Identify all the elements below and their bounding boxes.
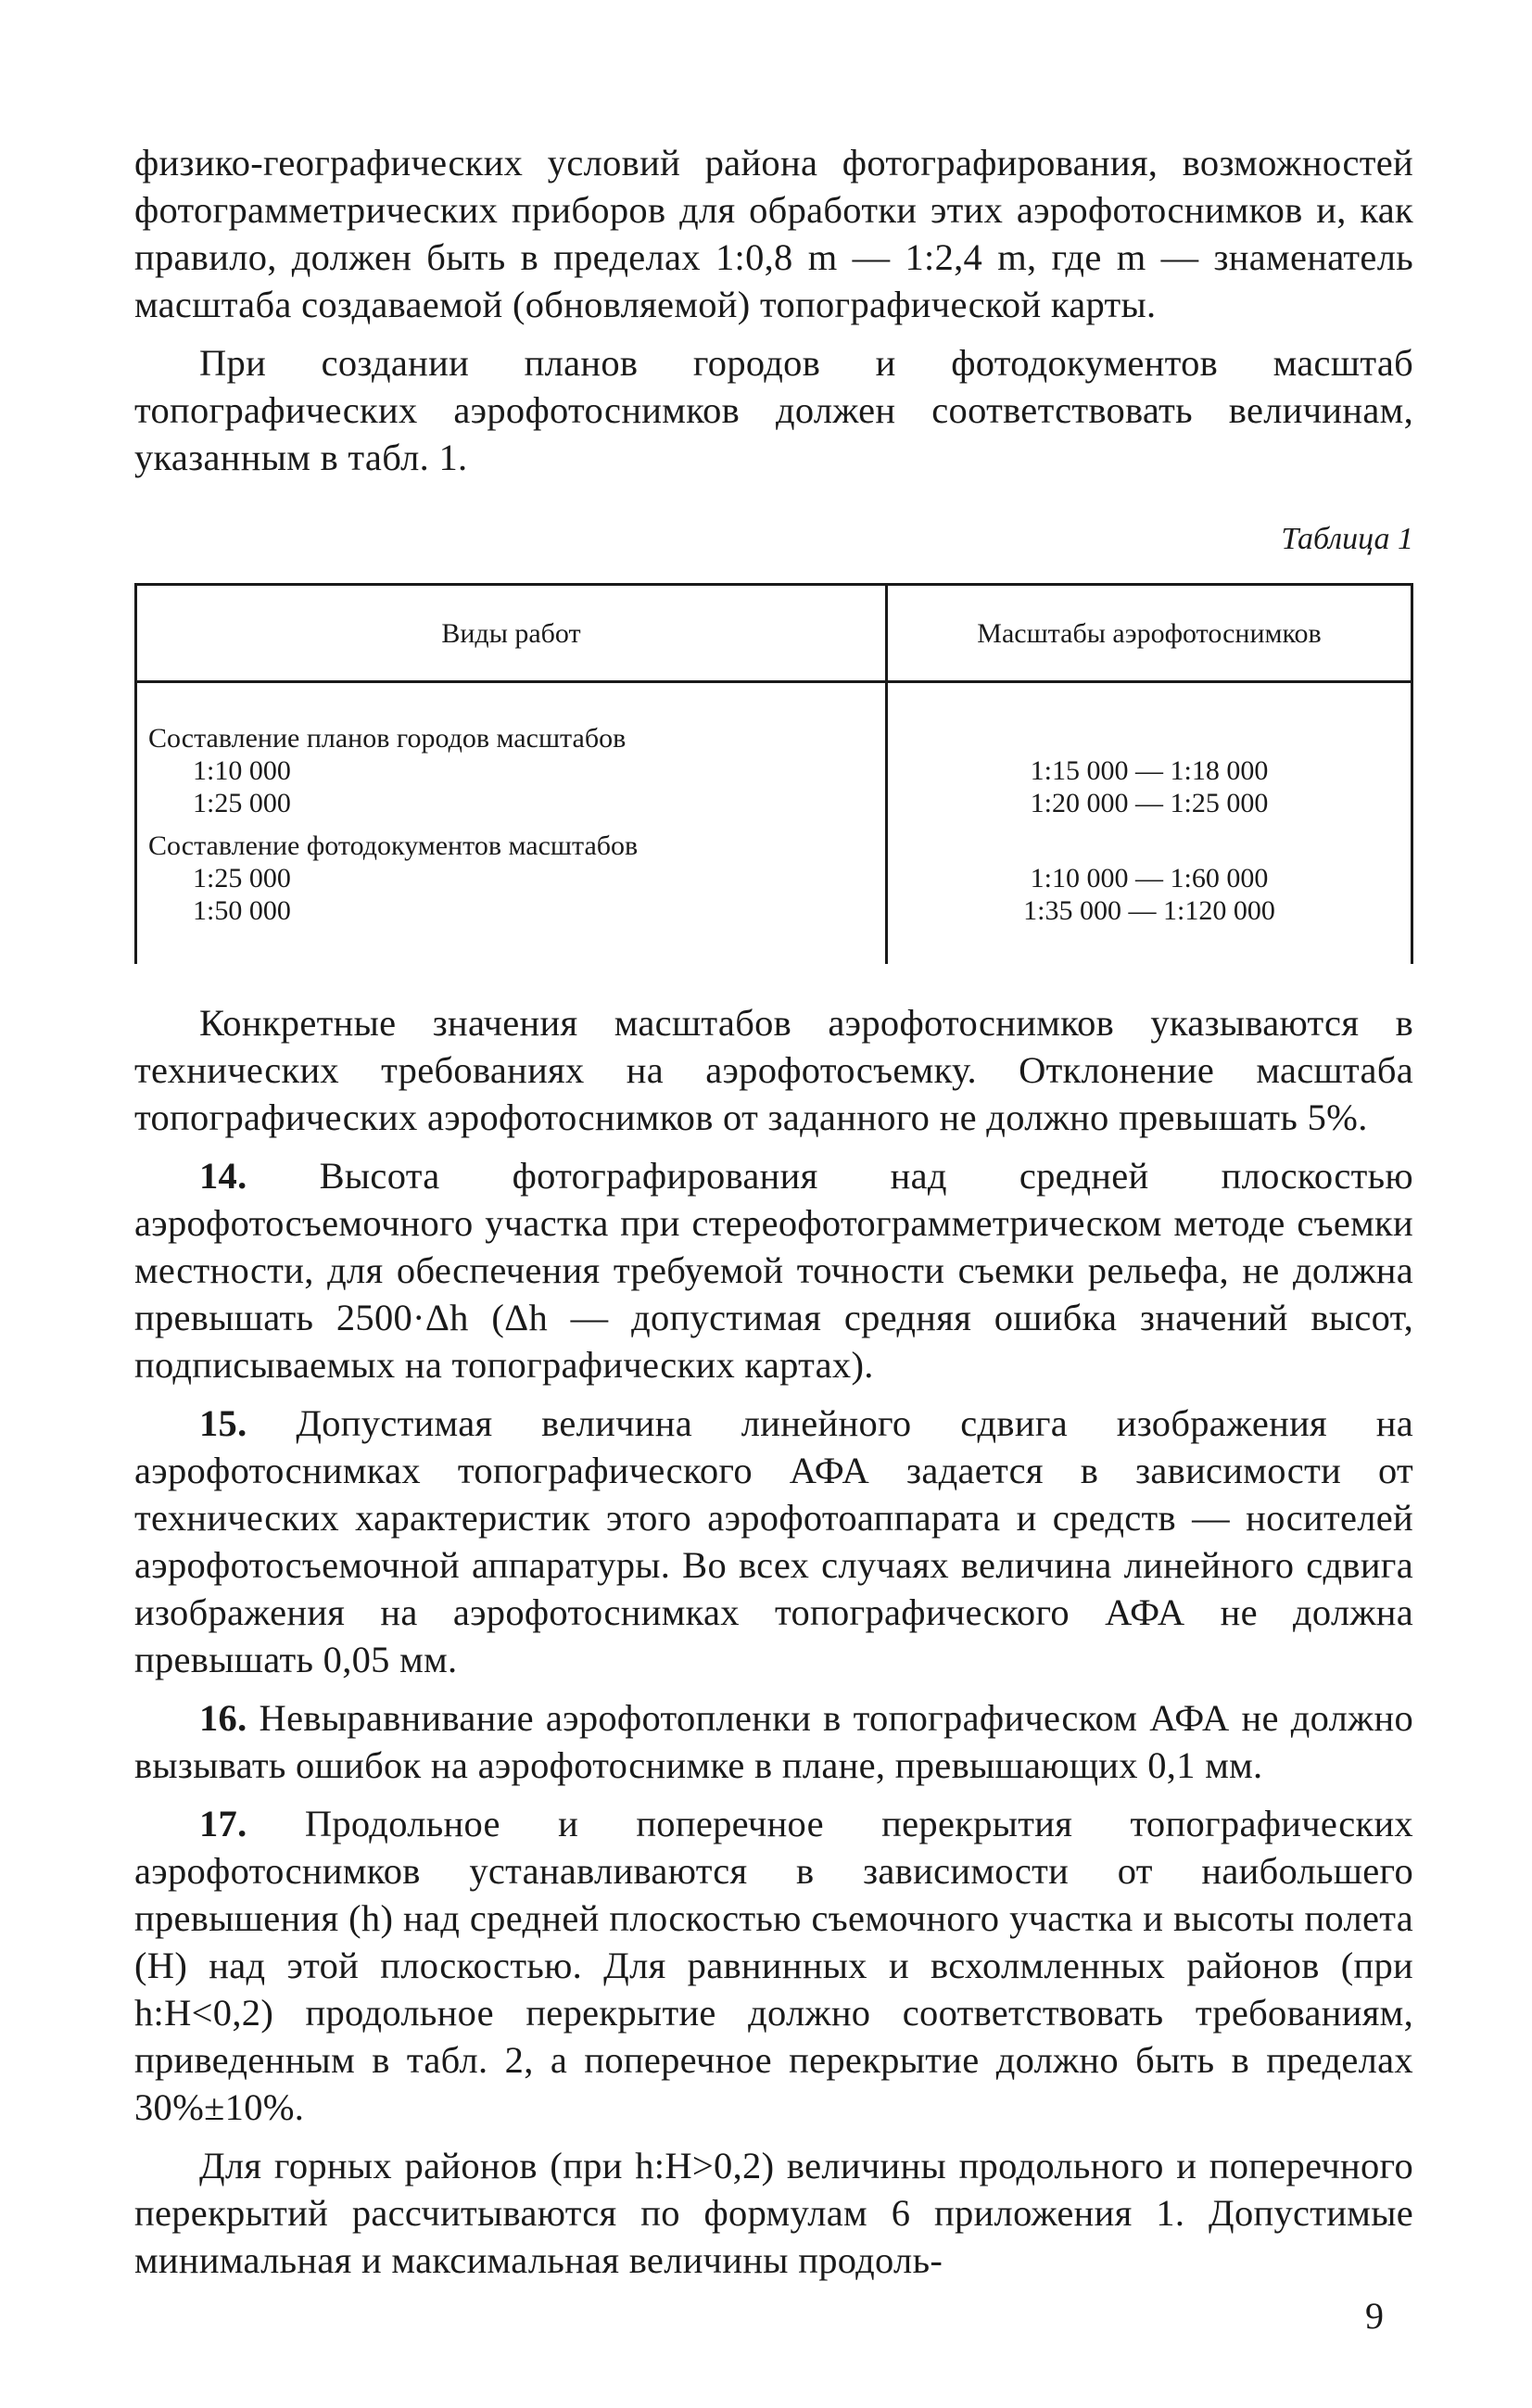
item-text: Допустимая величина линейного сдвига изображения на аэрофотоснимках топографического АФА задается в зависимости от технических характеристик этого аэрофотоаппарата и средств — носителей аэрофотосъемочной аппаратуры. Во всех случаях величина линейного сдвига изображения на аэрофотоснимках топографического АФА не должна превышать 0,05 мм. xyxy=(134,1402,1414,1680)
item-text: Продольное и поперечное перекрытия топографических аэрофотоснимков устанавливаются в зависимости от наибольшего превышения (h) над средней плоскостью съемочного участка и высоты полета (H) над этой плоскостью. Для равнинных и всхолмленных районов (при h:H<0,2) продольное перекрытие должно соответствовать требованиям, приведенным в табл. 2, а поперечное перекрытие должно быть в пределах 30%±10%. xyxy=(134,1803,1413,2128)
paragraph-item-15 xyxy=(134,1400,1413,1683)
group-city-plans-title: Составление планов городов масштабов xyxy=(148,723,627,754)
photo-scales-cell xyxy=(887,682,1412,965)
group-photodocs-title: Составление фотодокументов масштабов xyxy=(148,830,639,861)
paragraph-plans-and-photodocs: При создании планов городов и фотодокументов масштаб топографических аэрофотоснимков должен соответствовать величинам, указанным в табл. 1. xyxy=(134,342,1413,478)
photo-scale-range: 1:10 000 — 1:60 000 xyxy=(1030,863,1269,893)
page-number: 9 xyxy=(1365,2295,1384,2337)
table-caption: Таблица 1 xyxy=(1281,522,1413,556)
paragraph-item-14 xyxy=(134,1152,1413,1388)
item-number: 14. xyxy=(199,1155,247,1197)
paragraph-item-16 xyxy=(134,1694,1413,1789)
photo-scale-range: 1:35 000 — 1:120 000 xyxy=(1023,895,1275,926)
item-number: 16. xyxy=(199,1697,247,1739)
item-number: 15. xyxy=(199,1402,247,1444)
paragraph-continuation: физико-географических условий района фотографирования, возможностей фотограмметрических приборов для обработки этих аэрофотоснимков и, как правило, должен быть в пределах 1:0,8 m — 1:2,4 m, где m — знаменатель масштаба создаваемой (обновляемой) топографической карты. xyxy=(134,142,1413,325)
table-header-row xyxy=(136,585,1412,682)
table-row xyxy=(136,682,1412,965)
document-page xyxy=(134,139,1413,2284)
scales-table xyxy=(134,583,1413,964)
work-scale-item: 1:25 000 xyxy=(193,863,291,893)
paragraph-mountain-regions: Для горных районов (при h:H>0,2) величины продольного и поперечного перекрытий рассчитываются по формулам 6 приложения 1. Допустимые минимальная и максимальная величины продоль- xyxy=(134,2145,1413,2281)
photo-scale-range: 1:20 000 — 1:25 000 xyxy=(1030,788,1269,818)
header-photo-scales: Масштабы аэрофотоснимков xyxy=(887,585,1412,682)
photo-scale-range: 1:15 000 — 1:18 000 xyxy=(1030,755,1269,786)
work-types-cell xyxy=(136,682,887,965)
paragraph-item-17 xyxy=(134,1800,1413,2131)
item-text: Невыравнивание аэрофотопленки в топографическом АФА не должно вызывать ошибок на аэрофотоснимке в плане, превышающих 0,1 мм. xyxy=(134,1697,1413,1786)
paragraph-scale-values: Конкретные значения масштабов аэрофотоснимков указываются в технических требованиях на аэрофотосъемку. Отклонение масштаба топографических аэрофотоснимков от заданного не должно превышать 5%. xyxy=(134,1002,1413,1138)
work-scale-item: 1:50 000 xyxy=(193,895,291,926)
work-scale-item: 1:25 000 xyxy=(193,788,291,818)
work-scale-item: 1:10 000 xyxy=(193,755,291,786)
item-number: 17. xyxy=(199,1803,247,1844)
header-work-types: Виды работ xyxy=(136,585,887,682)
item-text: Высота фотографирования над средней плоскостью аэрофотосъемочного участка при стереофотограмметрическом методе съемки местности, для обеспечения требуемой точности съемки рельефа, не должна превышать 2500·Δh (Δh — допустимая средняя ошибка значений высот, подписываемых на топографических картах). xyxy=(134,1155,1413,1386)
